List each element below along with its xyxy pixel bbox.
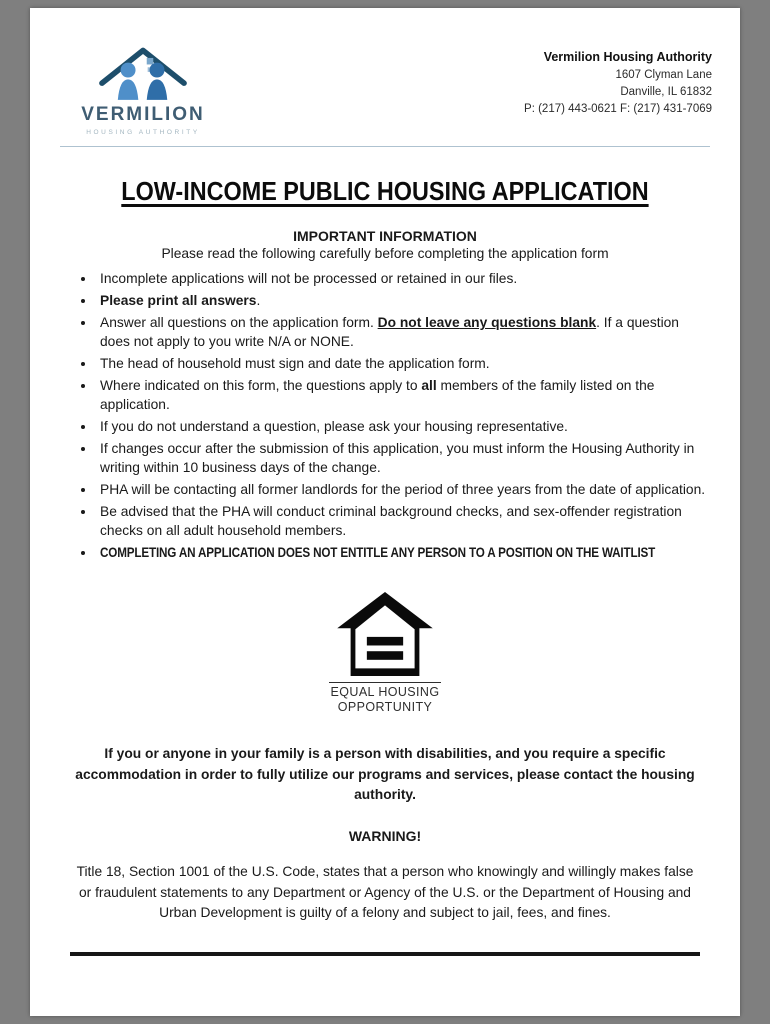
instruction-text-segment: COMPLETING AN APPLICATION DOES NOT ENTITLE ANY PERSON TO A POSITION ON THE WAITLIST	[100, 545, 656, 561]
instruction-text-segment: Incomplete applications will not be processed or retained in our files.	[100, 271, 518, 286]
equal-housing-opportunity-logo	[56, 592, 714, 714]
header-divider	[60, 146, 710, 147]
instruction-item	[96, 354, 706, 373]
instruction-text-segment: . If a question does not apply to you write N/A or NONE.	[100, 315, 679, 350]
org-address-line-2: Danville, IL 61832	[620, 86, 712, 98]
vermilion-house-family-icon	[87, 40, 199, 102]
application-page	[30, 8, 740, 1016]
instruction-text-segment: Where indicated on this form, the questions apply to	[100, 378, 422, 394]
accommodation-notice: If you or anyone in your family is a person with disabilities, and you require a specific accommodation in order to fully utilize our programs and services, please contact the housing authority.	[75, 745, 695, 803]
instruction-item	[96, 417, 706, 436]
instruction-text-segment: If changes occur after the submission of this application, you must inform the Housing Authority in writing within 10 business days of the change.	[100, 441, 695, 476]
instruction-item	[96, 313, 706, 351]
org-address-line-1: 1607 Clyman Lane	[615, 68, 712, 81]
warning-body: Title 18, Section 1001 of the U.S. Code, states that a person who knowingly and willingly makes false or fraudulent statements to any Department or Agency of the U.S. or the Department of Housing and Urban Development is guilty of a felony and subject to jail, fees, and fines.	[76, 863, 694, 921]
important-information-subheading: Please read the following carefully before completing the application form	[161, 246, 609, 261]
org-phone-fax: P: (217) 443-0621 F: (217) 431-7069	[524, 103, 712, 116]
instruction-item	[96, 269, 706, 288]
org-contact-block	[524, 40, 712, 119]
page-header	[56, 36, 714, 136]
logo-brand-text: VERMILION	[81, 104, 205, 125]
instruction-item	[96, 376, 706, 414]
eho-text-line-1: EQUAL HOUSING	[330, 685, 440, 700]
instruction-text-segment: all	[421, 378, 437, 394]
instruction-item	[96, 502, 706, 540]
instruction-text-segment: PHA will be contacting all former landlords for the period of three years from the date of application.	[100, 482, 706, 498]
instruction-list	[56, 269, 706, 566]
logo-tagline-text: HOUSING AUTHORITY	[86, 129, 200, 136]
warning-heading: WARNING!	[348, 827, 422, 844]
org-name: Vermilion Housing Authority	[543, 50, 712, 64]
bottom-divider	[70, 952, 700, 956]
instruction-text-segment: Be advised that the PHA will conduct criminal background checks, and sex-offender registration checks on all adult household members.	[100, 504, 682, 539]
instruction-text-segment: Answer all questions on the application form.	[100, 315, 378, 331]
instruction-item	[96, 543, 706, 563]
instruction-text-segment: Do not leave any questions blank	[377, 315, 597, 331]
page-title	[56, 171, 714, 208]
important-information-heading: IMPORTANT INFORMATION	[293, 228, 477, 244]
vermilion-logo	[68, 40, 218, 136]
instruction-item	[96, 439, 706, 477]
instruction-text-segment: members of the family listed on the application.	[100, 378, 655, 413]
instruction-item	[96, 291, 706, 310]
instruction-text-segment: The head of household must sign and date the application form.	[100, 356, 490, 372]
equal-housing-logo-text	[329, 682, 441, 714]
instruction-text-segment: If you do not understand a question, please ask your housing representative.	[100, 419, 568, 435]
instruction-item	[96, 480, 706, 499]
instruction-text-segment: Please print all answers	[100, 293, 257, 309]
page-title-text: LOW-INCOME PUBLIC HOUSING APPLICATION	[121, 176, 649, 206]
instruction-text-segment: .	[256, 293, 261, 309]
eho-text-line-2: OPPORTUNITY	[337, 699, 433, 714]
equal-housing-house-icon	[337, 592, 433, 677]
